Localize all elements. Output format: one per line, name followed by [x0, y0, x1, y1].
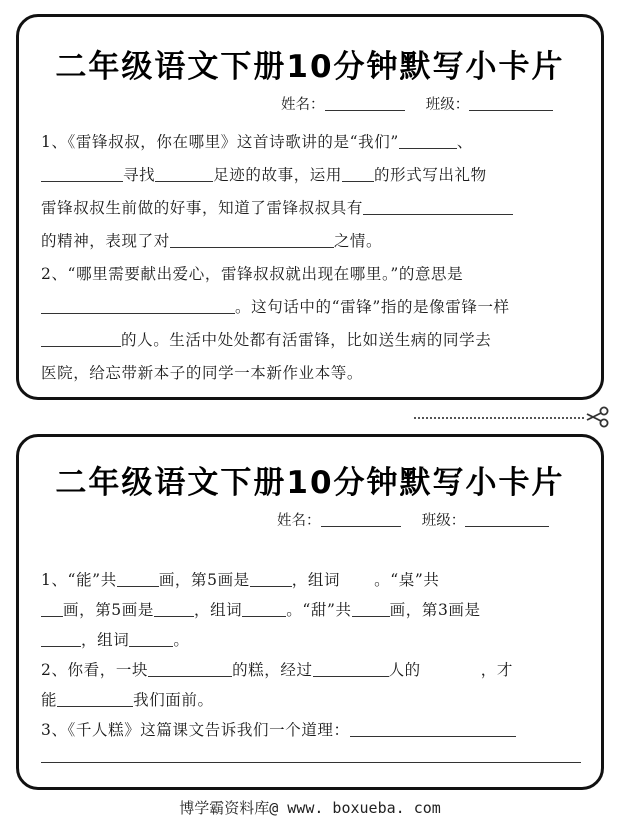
answer-blank[interactable]: [170, 233, 334, 248]
question-line: 2、“哪里需要献出爱心，雷锋叔叔就出现在哪里。”的意思是: [41, 265, 464, 283]
question-line: 2、你看，一块 的糕，经过 人的 ，才: [41, 661, 513, 679]
answer-blank[interactable]: [352, 602, 390, 617]
dictation-card-1: [16, 14, 604, 400]
question-line: 的人。生活中处处都有活雷锋，比如送生病的同学去: [41, 328, 491, 350]
question-line: 的精神，表现了对 之情。: [41, 232, 383, 250]
answer-blank[interactable]: [242, 602, 286, 617]
footer-watermark: 博学霸资料库@ www. boxueba. com: [179, 799, 441, 817]
answer-blank[interactable]: [155, 167, 213, 182]
answer-blank[interactable]: [154, 602, 194, 617]
name-blank[interactable]: [321, 512, 401, 527]
card-title: 二年级语文下册10分钟默写小卡片: [55, 465, 565, 501]
name-label: 姓名：: [281, 97, 325, 113]
question-line: 能 我们面前。: [41, 691, 214, 709]
answer-blank[interactable]: [399, 134, 457, 149]
question-line: 3、《千人糕》这篇课文告诉我们一个道理：: [41, 718, 516, 740]
answer-blank[interactable]: [313, 662, 389, 677]
class-label: 班级：: [425, 97, 470, 113]
dictation-card-2: [16, 434, 604, 790]
card-title: 二年级语文下册10分钟默写小卡片: [55, 49, 565, 85]
question-line: 寻找 足迹的故事，运用 的形式写出礼物: [41, 163, 487, 185]
cut-line: [414, 417, 584, 419]
name-blank[interactable]: [325, 96, 405, 111]
answer-blank[interactable]: [117, 572, 159, 587]
class-label: 班级：: [421, 513, 466, 529]
scissors-icon: [584, 404, 610, 430]
question-line: 画，第5画是 ，组词 。“甜”共 画，第3画是: [41, 598, 481, 620]
answer-blank[interactable]: [41, 602, 63, 617]
class-blank[interactable]: [469, 96, 553, 111]
question-line: 雷锋叔叔生前做的好事，知道了雷锋叔叔具有: [41, 196, 513, 218]
answer-blank[interactable]: [363, 200, 513, 215]
answer-blank[interactable]: [41, 632, 81, 647]
name-class-row: [277, 509, 549, 530]
answer-blank[interactable]: [129, 632, 173, 647]
answer-blank[interactable]: [148, 662, 232, 677]
answer-blank[interactable]: [41, 167, 123, 182]
question-line: 1、“能”共 画，第5画是 ，组词 。“桌”共: [41, 571, 440, 589]
answer-blank[interactable]: [57, 692, 133, 707]
question-line: ，组词 。: [41, 628, 189, 650]
answer-blank[interactable]: [41, 299, 235, 314]
answer-rule[interactable]: [41, 762, 581, 763]
answer-blank[interactable]: [41, 332, 121, 347]
name-label: 姓名：: [277, 513, 321, 529]
question-line: 。这句话中的“雷锋”指的是像雷锋一样: [41, 295, 510, 317]
name-class-row: [281, 93, 553, 114]
answer-blank[interactable]: [250, 572, 292, 587]
answer-blank[interactable]: [342, 167, 374, 182]
question-line: 1、《雷锋叔叔，你在哪里》这首诗歌讲的是“我们” 、: [41, 133, 473, 151]
class-blank[interactable]: [465, 512, 549, 527]
question-line: 医院，给忘带新本子的同学一本新作业本等。: [41, 364, 364, 382]
answer-blank[interactable]: [350, 722, 516, 737]
